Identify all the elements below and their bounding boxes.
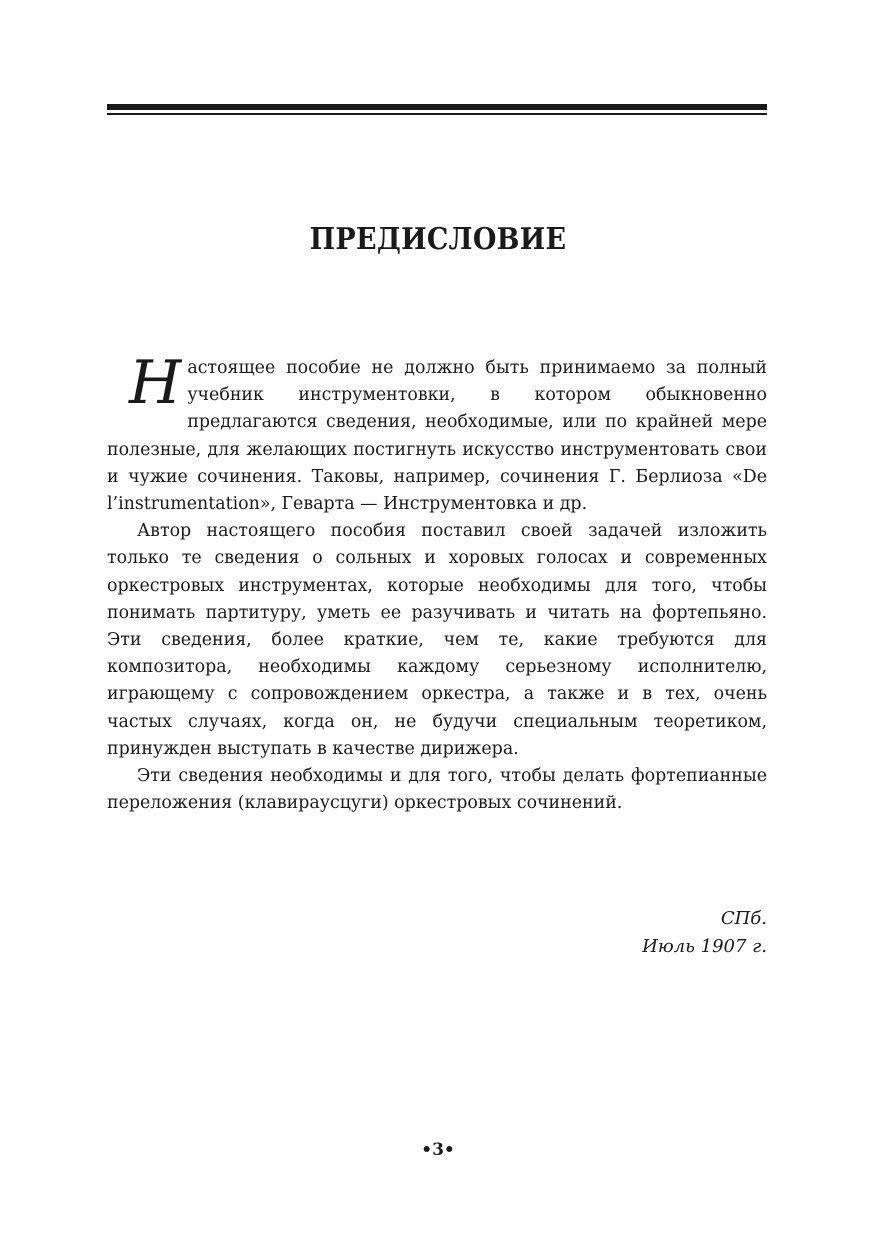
paragraph-2: Автор настоящего пособия поставил своей задачей изложить только те сведения о сольных и хоровых голосах и современных оркестровых инструментах, которые необходимы для того, чтобы понимать партитуру, уметь ее разучивать и читать на фортепьяно. Эти сведения, более краткие, чем те, какие требуются для композитора, необходимы каждому серьезному исполнителю, играющему с сопровождением оркестра, а также и в тех, очень частых случаях, когда он, не будучи специальным теоретиком, принужден выступать в качестве дирижера.: [107, 521, 767, 759]
page-title: ПРЕДИСЛОВИЕ: [309, 222, 567, 257]
header-rule-thick: [107, 104, 767, 110]
paragraph-3: Эти сведения необходимы и для того, чтобы делать фортепианные переложения (клавираусцуги) оркестровых сочинений.: [107, 766, 767, 814]
paragraph-1-text: астоящее пособие не должно быть принимаемо за полный учебник инструментовки, в котором обыкновенно предлагаются сведения, необходимые, или по крайней мере полезные, для желающих постигнуть искусство инструментовать свои и чужие сочинения. Таковы, например, сочинения Г. Берлиоза «De l’instrumentation», Геварта — Инструментовка и др.: [107, 358, 767, 515]
paragraph-1: [107, 348, 767, 518]
drop-cap: Н: [129, 348, 182, 418]
signature-date: Июль 1907 г.: [642, 936, 767, 957]
header-rule-thin: [107, 113, 767, 115]
header-double-rule: [107, 104, 767, 115]
signature-place: СПб.: [720, 908, 767, 929]
body-text: [107, 348, 767, 817]
signature-block: [642, 905, 767, 961]
page-number: •3•: [421, 1140, 455, 1160]
